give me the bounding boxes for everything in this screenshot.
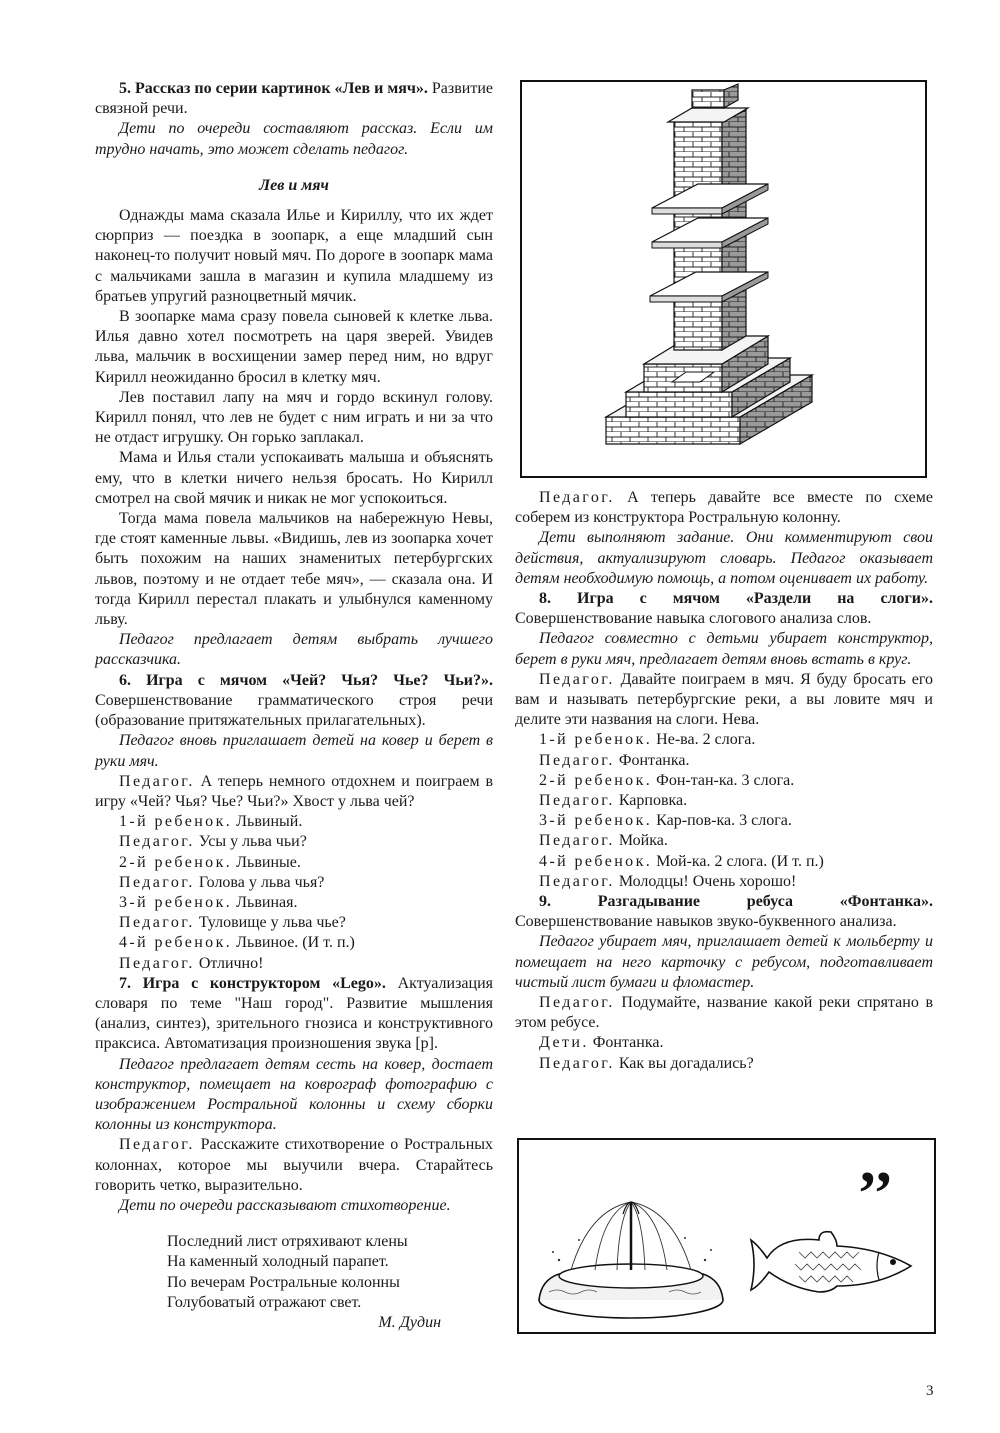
- page-number: 3: [926, 1383, 934, 1399]
- poem-author: М. Дудин: [378, 1313, 441, 1331]
- speech: Подумайте, название какой реки спрятано в этом ребусе.: [515, 994, 933, 1032]
- dialogue-line: [95, 933, 493, 953]
- dialogue-line: [515, 811, 933, 831]
- section7-instruction: Педагог предлагает детям сесть на ковер, достает конструктор, помещает на коврограф фотографию с изображением Ростральной колонны и схему сборки колонны из конструктора.: [95, 1055, 493, 1134]
- dialogue-line: [515, 1033, 933, 1053]
- dialogue-line: [95, 954, 493, 974]
- rebus-drawing: [519, 1140, 934, 1332]
- speaker: 2-й ребенок.: [539, 771, 653, 789]
- dialogue-line: [515, 872, 933, 892]
- section6-heading-paragraph: [95, 671, 493, 732]
- speaker: Педагог.: [119, 914, 195, 932]
- dialogue-line: [515, 791, 933, 811]
- dialogue-line: [515, 852, 933, 872]
- speaker: 2-й ребенок.: [119, 853, 233, 871]
- dialogue-line: [515, 751, 933, 771]
- speech: А теперь немного отдохнем и поиграем в игру «Чей? Чья? Чье? Чьи?» Хвост у льва чей?: [95, 772, 493, 810]
- section9-instruction: Педагог убирает мяч, приглашает детей к мольберту и помещает на него карточку с ребусом, подготавливает чистый лист бумаги и фломастер.: [515, 933, 933, 991]
- section6-instruction: Педагог вновь приглашает детей на ковер и берет в руки мяч.: [95, 732, 493, 770]
- speaker: 4-й ребенок.: [539, 852, 653, 870]
- story-title: Лев и мяч: [259, 176, 329, 194]
- dialogue-line: [95, 1135, 493, 1196]
- speaker: 4-й ребенок.: [119, 934, 233, 952]
- fountain-icon: [539, 1202, 723, 1318]
- section8-heading: 8. Игра с мячом «Раздели на слоги».: [539, 590, 933, 608]
- speaker: Педагог.: [119, 954, 195, 972]
- speech: Голова у льва чья?: [194, 873, 325, 891]
- dialogue-line: [95, 812, 493, 832]
- section7-cont-instruction: Дети выполняют задание. Они комментируют свои действия, актуализируют словарь. Педагог оказывает детям необходимую помощь, а потом оценивает их работу.: [515, 529, 933, 587]
- speech: Львиная.: [232, 893, 298, 911]
- speech: Отлично!: [194, 954, 264, 972]
- dialogue-line: [515, 488, 933, 528]
- speech: А теперь давайте все вместе по схеме соберем из конструктора Ростральную колонну.: [515, 489, 933, 527]
- speech: Молодцы! Очень хорошо!: [614, 872, 797, 890]
- speaker: Педагог.: [539, 489, 615, 506]
- story-paragraph: В зоопарке мама сразу повела сыновей к клетке льва. Илья давно хотел посмотреть на царя зверей. Увидев льва, мальчик в восхищении замер перед ним, но вдруг Кирилл неожиданно бросил в клетку мяч.: [95, 308, 493, 386]
- dialogue-line: [95, 913, 493, 933]
- poem-line: По вечерам Ростральные колонны: [167, 1273, 400, 1291]
- story-paragraph: Тогда мама повела мальчиков на набережную Невы, где стоят каменные львы. «Видишь, лев из зоопарка хочет быть похожим на наших знаменитых петербургских львов, поэтому и не отдает тебе мяч», — сказала она. И тогда Кирилл перестал плакать и улыбнулся каменному льву.: [95, 510, 493, 629]
- speech: Кар-пов-ка. 3 слога.: [652, 812, 792, 830]
- lego-column-drawing: [522, 82, 925, 476]
- speaker: Педагог.: [539, 751, 615, 769]
- story-paragraph: Лев поставил лапу на мяч и гордо вскинул голову. Кирилл понял, что лев не будет с ним играть и ни за что не отдаст игрушку. Он горько заплакал.: [95, 388, 493, 447]
- speaker: Педагог.: [119, 1136, 195, 1154]
- speech: Не-ва. 2 слога.: [652, 731, 756, 749]
- section5-goal: Развитие связной речи.: [95, 80, 494, 118]
- dialogue-line: [95, 772, 493, 812]
- speaker: Педагог.: [539, 1054, 615, 1072]
- speaker: Педагог.: [539, 872, 615, 890]
- dialogue-line: [95, 853, 493, 873]
- section7-heading-paragraph: [95, 974, 493, 1055]
- speaker: Педагог.: [539, 670, 615, 688]
- speaker: 3-й ребенок.: [119, 893, 233, 911]
- speech: Мойка.: [614, 832, 668, 850]
- speaker: Дети.: [539, 1034, 589, 1052]
- speech: Расскажите стихотворение о Ростральных колоннах, которое мы выучили вчера. Старайтесь говорить четко, выразительно.: [95, 1136, 493, 1194]
- speech: Туловище у льва чье?: [194, 914, 346, 932]
- speech: Львиный.: [232, 813, 303, 831]
- dialogue-line: [515, 1054, 933, 1074]
- section9-heading-paragraph: [515, 892, 933, 932]
- section7-goal: Актуализация словаря по теме "Наш город". Развитие мышления (анализ, синтез), зрительного гнозиса и конструктивного праксиса. Автоматизация произношения звука [р].: [95, 974, 493, 1053]
- poem: [95, 1232, 493, 1313]
- section5-instruction: Дети по очереди составляют рассказ. Если им трудно начать, это может сделать педагог.: [95, 120, 493, 158]
- dialogue-line: [515, 831, 933, 851]
- section5-closing: Педагог предлагает детям выбрать лучшего рассказчика.: [95, 631, 493, 669]
- dialogue-line: [95, 832, 493, 852]
- speech: Карповка.: [614, 792, 688, 810]
- section5-heading: 5. Рассказ по серии картинок «Лев и мяч».: [119, 80, 428, 97]
- speaker: Педагог.: [539, 832, 615, 850]
- poem-line: На каменный холодный парапет.: [167, 1253, 389, 1271]
- speech: Фонтанка.: [588, 1034, 664, 1052]
- section9-goal: Совершенствование навыков звуко-буквенного анализа.: [515, 913, 897, 931]
- section7-children-action: Дети по очереди рассказывают стихотворение.: [119, 1196, 451, 1214]
- dialogue-line: [515, 993, 933, 1033]
- right-column: [515, 488, 933, 1074]
- section6-heading: 6. Игра с мячом «Чей? Чья? Чье? Чьи?».: [119, 671, 493, 689]
- section5-heading-paragraph: [95, 79, 493, 119]
- speech: Фон-тан-ка. 3 слога.: [652, 771, 795, 789]
- speaker: Педагог.: [119, 833, 195, 851]
- speech: Фонтанка.: [614, 751, 690, 769]
- speech: Как вы догадались?: [614, 1054, 754, 1072]
- speech: Давайте поиграем в мяч. Я буду бросать его вам и называть петербургские реки, а вы ловите мяч и делите эти названия на слоги. Нева.: [515, 670, 933, 729]
- dialogue-line: [95, 873, 493, 893]
- speaker: Педагог.: [119, 873, 195, 891]
- fish-icon: [751, 1232, 911, 1292]
- speech: Львиные.: [232, 853, 301, 871]
- speaker: 1-й ребенок.: [119, 813, 233, 831]
- speaker: Педагог.: [119, 772, 195, 790]
- speech: Львиное. (И т. п.): [232, 934, 355, 952]
- speaker: 3-й ребенок.: [539, 812, 653, 830]
- rostral-column-figure: [520, 80, 927, 478]
- section8-heading-paragraph: [515, 589, 933, 629]
- dialogue-line: [515, 730, 933, 750]
- rostra-plates: [650, 184, 768, 302]
- section7-heading: 7. Игра с конструктором «Lego».: [119, 974, 386, 992]
- speaker: 1-й ребенок.: [539, 731, 653, 749]
- speech: Мой-ка. 2 слога. (И т. п.): [652, 852, 824, 870]
- story-paragraph: Однажды мама сказала Илье и Кириллу, что их ждет сюрприз — поездка в зоопарк, а еще младший сын наконец-то получит новый мяч. По дороге в зоопарк мама с мальчиками зашла в магазин и купила младшему из братьев упругий разноцветный мячик.: [95, 207, 493, 305]
- poem-line: Голубоватый отражают свет.: [167, 1293, 362, 1311]
- story-paragraph: Мама и Илья стали успокаивать малыша и объяснять ему, что в клетки ничего нельзя бросать. Но Кирилл смотрел на свой мячик и никак не мог успокоиться.: [95, 449, 493, 507]
- speech: Усы у льва чьи?: [194, 833, 307, 851]
- section8-instruction: Педагог совместно с детьми убирает конструктор, берет в руки мяч, предлагает детям вновь встать в круг.: [515, 630, 933, 668]
- dialogue-line: [515, 670, 933, 731]
- speaker: Педагог.: [539, 792, 615, 810]
- comma-marks: ’’: [857, 1160, 894, 1228]
- dialogue-line: [515, 771, 933, 791]
- dialogue-line: [95, 893, 493, 913]
- section6-goal: Совершенствование грамматического строя речи (образование притяжательных прилагательных).: [95, 691, 493, 730]
- poem-line: Последний лист отряхивают клены: [167, 1233, 408, 1251]
- left-column: [95, 79, 493, 1333]
- speaker: Педагог.: [539, 994, 615, 1012]
- rebus-figure: [517, 1138, 936, 1334]
- section9-heading: 9. Разгадывание ребуса «Фонтанка».: [539, 893, 933, 911]
- section8-goal: Совершенствование навыка слогового анализа слов.: [515, 610, 872, 628]
